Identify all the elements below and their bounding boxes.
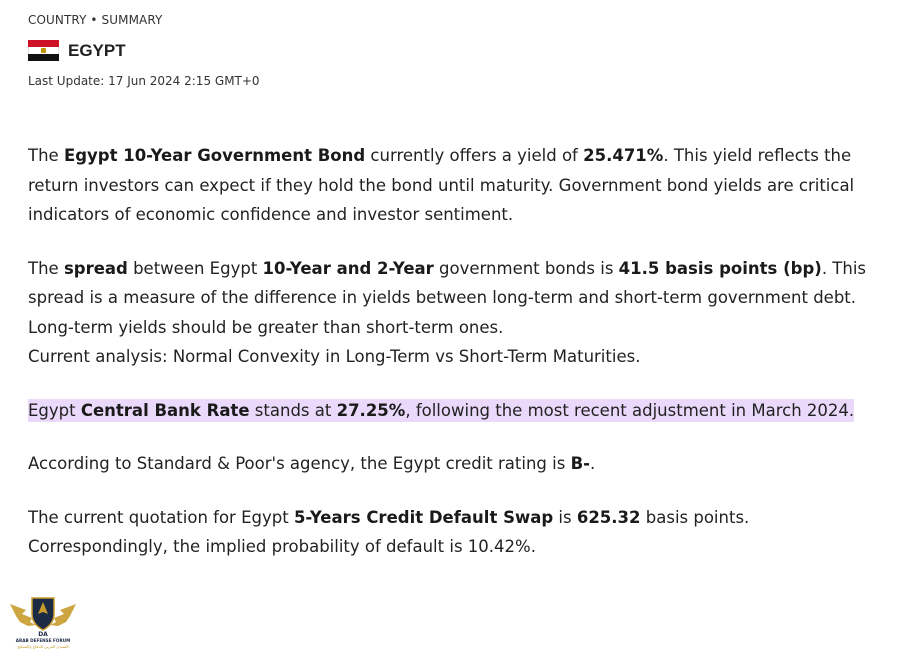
breadcrumb: COUNTRY • SUMMARY [28, 13, 163, 27]
spread-paragraph: The spread between Egypt 10-Year and 2-Year government bonds is 41.5 basis points (bp). This spread is a measure of the difference in yields between long-term and short-term government debt. Long-term yields should be greater than short-term ones. Current analysis: Normal Convexity in Long-Term vs Short-Term Maturities. [28, 258, 867, 366]
summary-content [28, 141, 888, 586]
credit-rating-paragraph: According to Standard & Poor's agency, the Egypt credit rating is B-. [28, 454, 596, 473]
cds-paragraph: The current quotation for Egypt 5-Years Credit Default Swap is 625.32 basis points. Correspondingly, the implied probability of default is 10.42%. [28, 507, 750, 556]
bond-yield-paragraph: The Egypt 10-Year Government Bond currently offers a yield of 25.471%. This yield reflects the return investors can expect if they hold the bond until maturity. Government bond yields are critical indicators of economic confidence and investor sentiment. [28, 146, 855, 224]
current-analysis: Current analysis: Normal Convexity in Long-Term vs Short-Term Maturities. [28, 347, 641, 366]
egypt-flag-icon [28, 40, 59, 61]
arab-defense-forum-logo [6, 592, 80, 650]
central-bank-rate-paragraph [28, 396, 888, 426]
svg-text:DA: DA [38, 631, 48, 638]
svg-text:المنتدى العربي للدفاع والتسليح: المنتدى العربي للدفاع والتسليح [17, 644, 69, 649]
highlighted-text: Egypt Central Bank Rate stands at 27.25%, following the most recent adjustment in March 2024. [28, 400, 855, 420]
last-update-timestamp: Last Update: 17 Jun 2024 2:15 GMT+0 [28, 74, 260, 88]
country-title-row [28, 40, 126, 61]
page-title: EGYPT [68, 40, 126, 60]
svg-text:ARAB DEFENSE FORUM: ARAB DEFENSE FORUM [15, 638, 71, 643]
